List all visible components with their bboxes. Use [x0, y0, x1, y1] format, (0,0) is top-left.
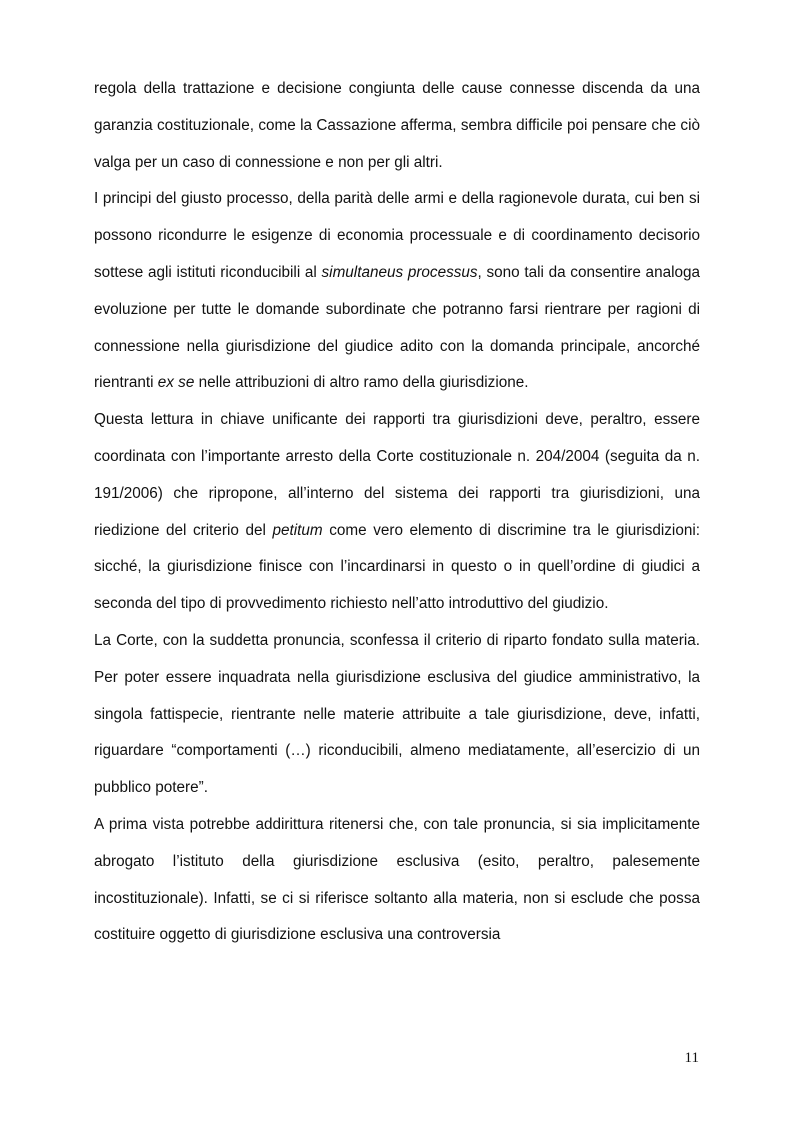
- paragraph: [94, 71, 700, 181]
- text-run: nelle attribuzioni di altro ramo della giurisdizione.: [194, 374, 529, 392]
- paragraph: [94, 623, 700, 807]
- text-run: Questa lettura in chiave unificante dei rapporti tra giurisdizioni deve, peraltro, essere coordinata con l’importante arresto della Corte costituzionale n. 204/2004 (seguita da n. 191/2006) che ripropone, all’interno del sistema dei rapporti tra giurisdizioni, una riedizione del criterio del: [94, 411, 700, 539]
- text-run: , sono tali da consentire analoga evoluzione per tutte le domande subordinate che potranno farsi rientrare per ragioni di connessione nella giurisdizione del giudice adito con la domanda principale, ancorché rientranti: [94, 263, 701, 392]
- text-run: I principi del giusto processo, della parità delle armi e della ragionevole durata, cui ben si possono ricondurre le esigenze di economia processuale e di coordinamento decisorio sottese agli istituti riconducibili al: [94, 190, 700, 281]
- text-run: A prima vista potrebbe addirittura ritenersi che, con tale pronuncia, si sia implicitamente abrogato l’istituto della giurisdizione esclusiva (esito, peraltro, palesemente incostituzionale). Infatti, se ci si riferisce soltanto alla materia, non si esclude che possa costituire oggetto di giurisdizione esclusiva una controversia: [94, 815, 700, 944]
- italic-term: simultaneus processus: [321, 263, 478, 281]
- paragraph: [94, 402, 700, 623]
- text-run: regola della trattazione e decisione congiunta delle cause connesse discenda da una garanzia costituzionale, come la Cassazione afferma, sembra difficile poi pensare che ciò valga per un caso di connessione e non per gli altri.: [94, 80, 700, 171]
- page-number: 11: [684, 1050, 699, 1066]
- italic-term: ex se: [157, 374, 195, 392]
- italic-term: petitum: [272, 521, 323, 539]
- paragraph: [94, 181, 700, 402]
- paragraph: [94, 807, 700, 954]
- text-run: La Corte, con la suddetta pronuncia, sconfessa il criterio di riparto fondato sulla materia. Per poter essere inquadrata nella giurisdizione esclusiva del giudice amministrativo, la singola fattispecie, rientrante nelle materie attribuite a tale giurisdizione, deve, infatti, riguardare “comportamenti (…) riconducibili, almeno mediatamente, all’esercizio di un pubblico potere”.: [94, 631, 700, 797]
- text-run: come vero elemento di discrimine tra le giurisdizioni: sicché, la giurisdizione finisce con l’incardinarsi in questo o in quell’ordine di giudici a seconda del tipo di provvedimento richiesto nell’atto introduttivo del giudizio.: [94, 521, 700, 613]
- body-text: [94, 71, 700, 954]
